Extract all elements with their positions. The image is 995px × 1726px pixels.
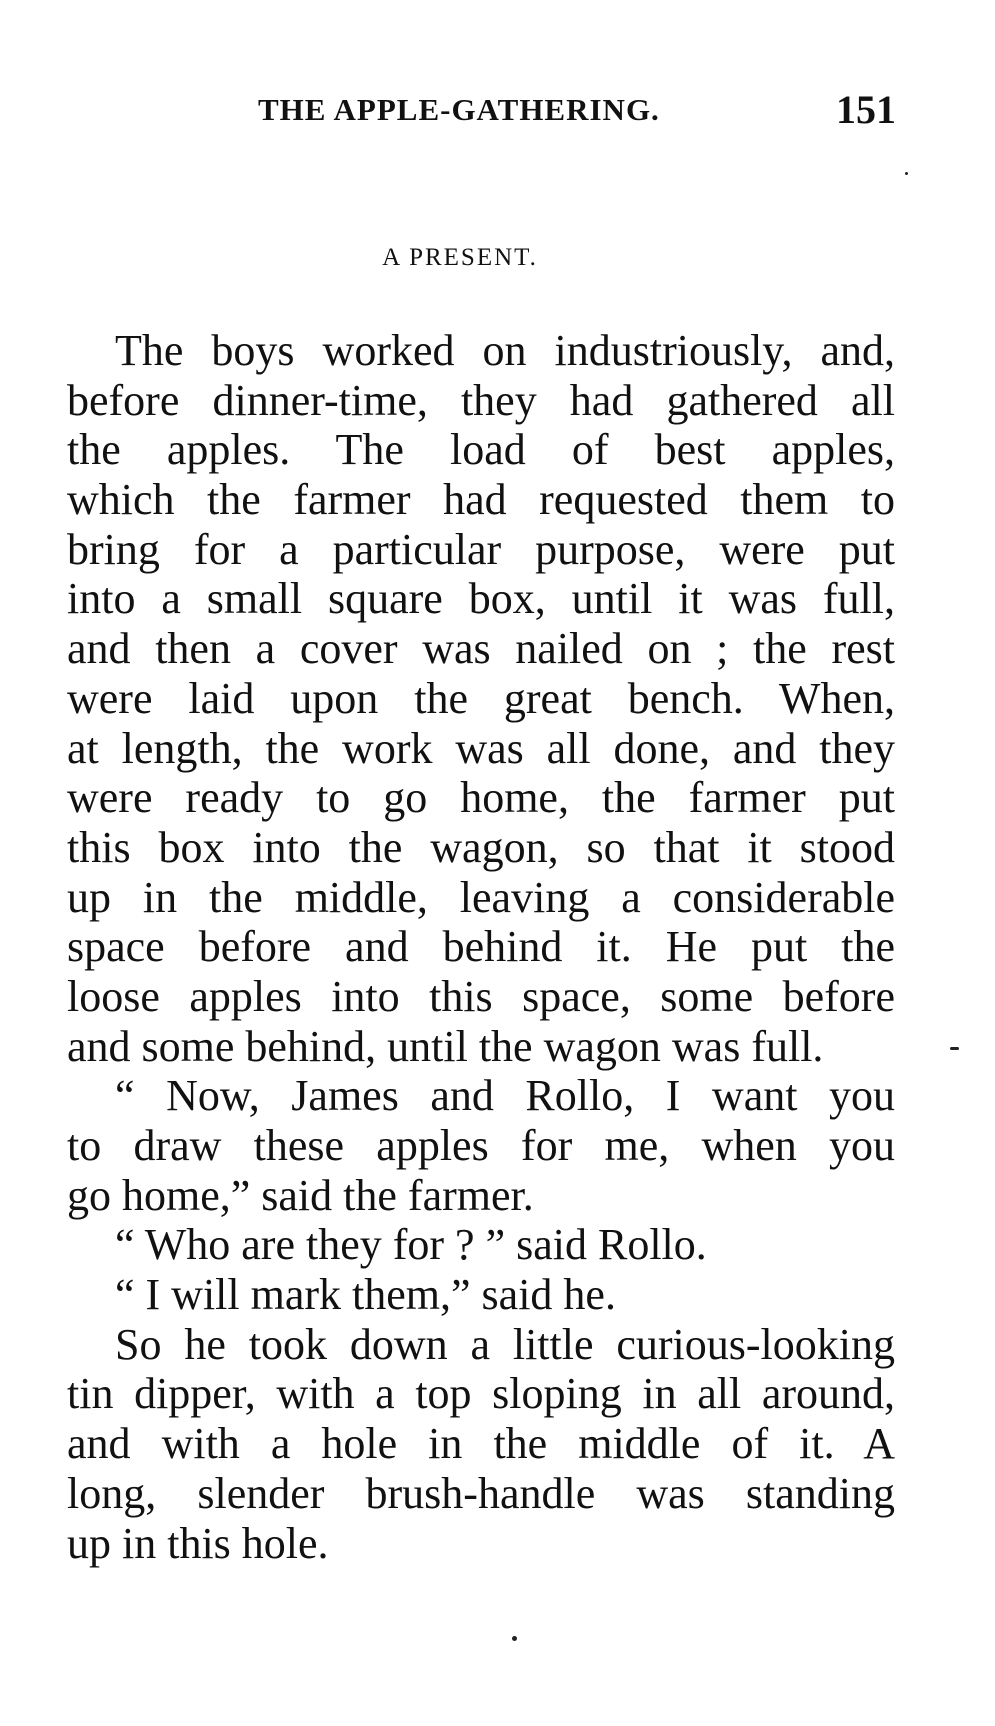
text-line: and some behind, until the wagon was full. xyxy=(67,1021,824,1071)
text-line: tin dipper, with a top sloping in all around, xyxy=(67,1369,895,1419)
text-line: space before and behind it. He put the xyxy=(67,922,895,972)
text-line: “ Who are they for ? ” said Rollo. xyxy=(115,1220,707,1270)
text-line: long, slender brush-handle was standing xyxy=(67,1468,895,1518)
text-line: go home,” said the farmer. xyxy=(67,1170,534,1220)
text-line: up in the middle, leaving a considerable xyxy=(67,872,895,922)
text-line: loose apples into this space, some before xyxy=(67,971,895,1021)
text-line: were ready to go home, the farmer put xyxy=(67,773,895,823)
body-text xyxy=(67,326,895,1568)
page-number: 151 xyxy=(836,87,896,132)
text-line: were laid upon the great bench. When, xyxy=(67,673,895,723)
text-line: which the farmer had requested them to xyxy=(67,475,895,525)
text-line: “ I will mark them,” said he. xyxy=(115,1270,616,1320)
text-line: at length, the work was all done, and they xyxy=(67,723,895,773)
text-line: before dinner-time, they had gathered all xyxy=(67,375,895,425)
print-speck xyxy=(905,172,908,175)
text-line: into a small square box, until it was full, xyxy=(67,574,895,624)
section-heading: A PRESENT. xyxy=(382,244,538,271)
print-speck xyxy=(950,1047,959,1050)
running-head xyxy=(0,86,995,134)
text-line: “ Now, James and Rollo, I want you xyxy=(115,1071,895,1121)
text-line: the apples. The load of best apples, xyxy=(67,425,895,475)
text-line: So he took down a little curious-looking xyxy=(115,1319,895,1369)
text-line: and then a cover was nailed on ; the rest xyxy=(67,624,895,674)
text-line: this box into the wagon, so that it stood xyxy=(67,822,895,872)
text-line: bring for a particular purpose, were put xyxy=(67,524,895,574)
text-line: to draw these apples for me, when you xyxy=(67,1121,895,1170)
print-speck xyxy=(512,1636,517,1641)
text-line: The boys worked on industriously, and, xyxy=(115,326,895,375)
running-title: THE APPLE-GATHERING. xyxy=(258,92,660,127)
text-line: up in this hole. xyxy=(67,1518,329,1568)
text-line: and with a hole in the middle of it. A xyxy=(67,1419,895,1469)
